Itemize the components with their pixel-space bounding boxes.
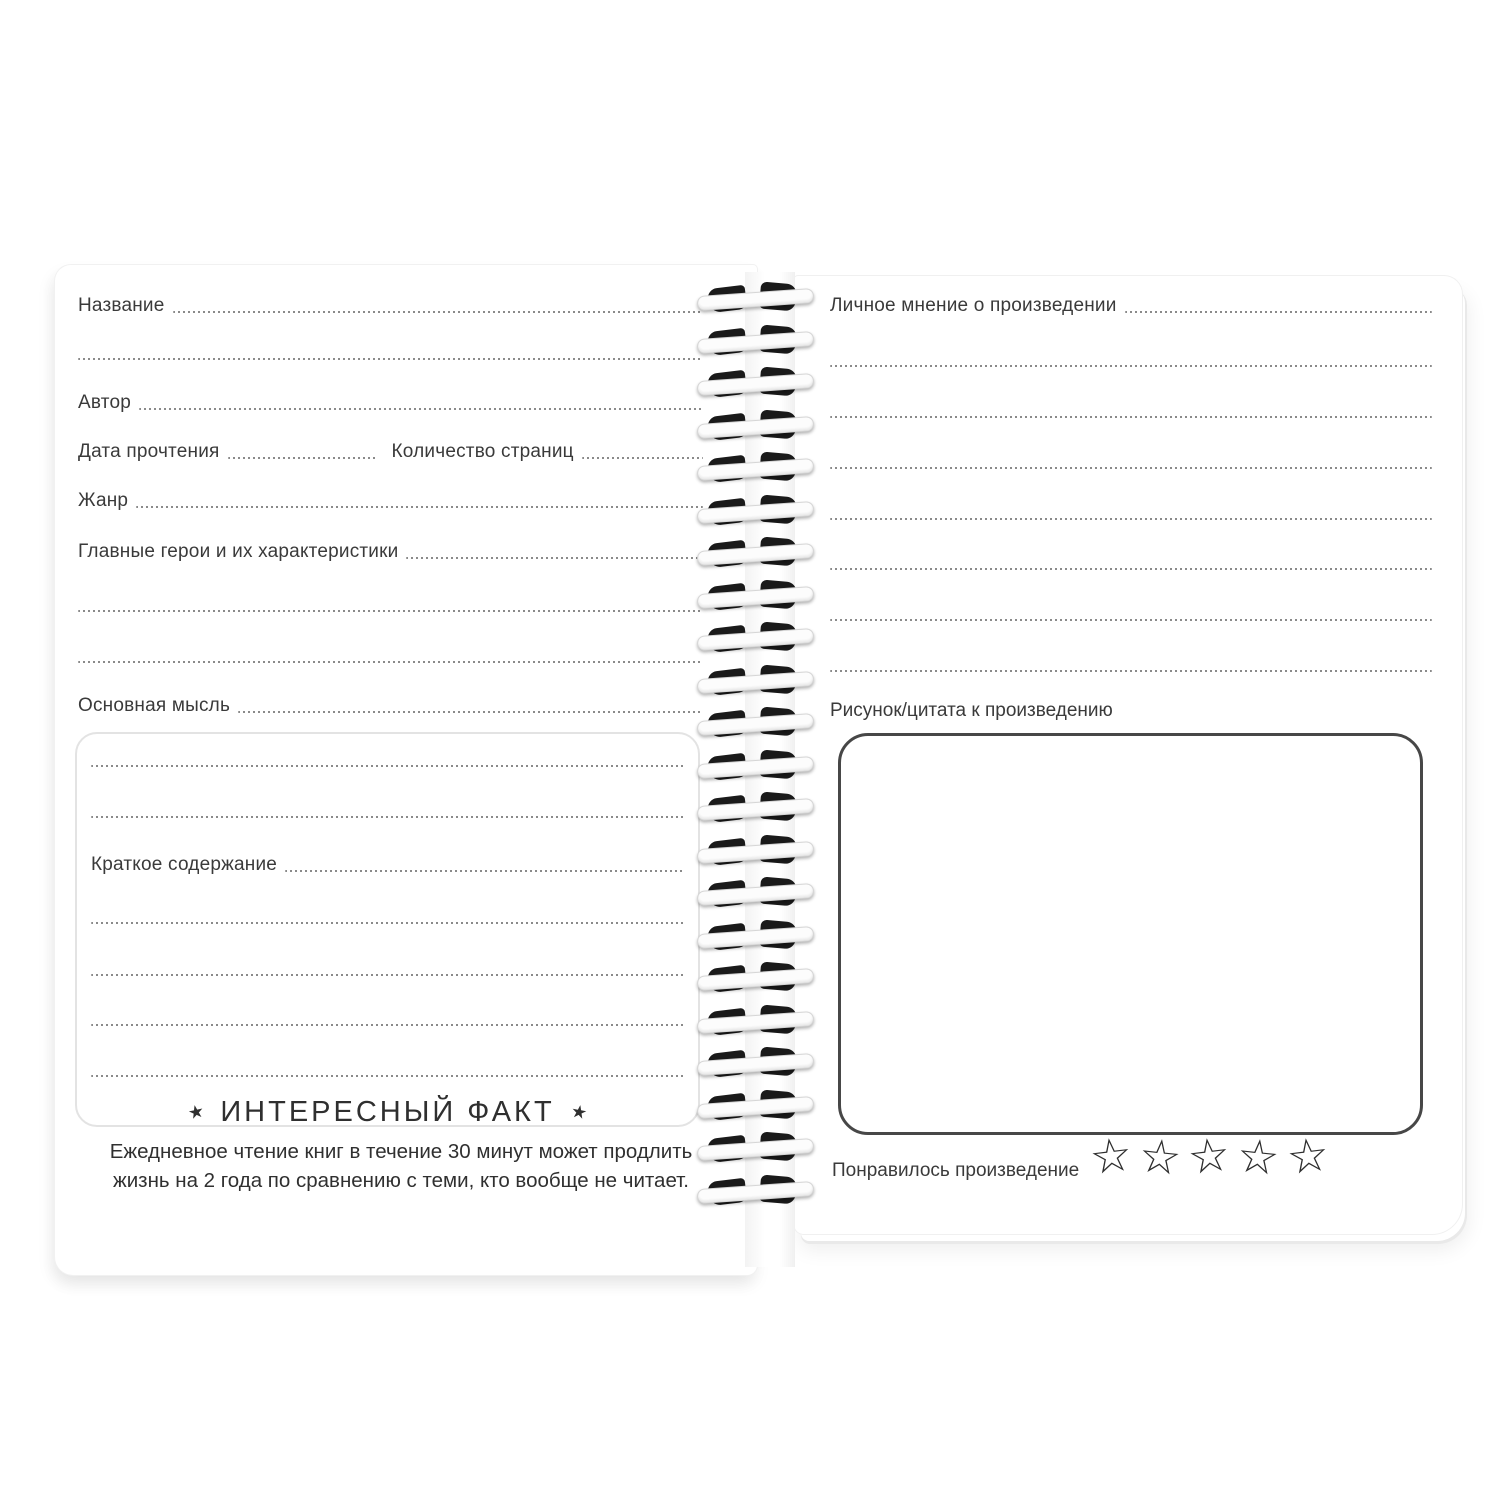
field-summary [91,850,684,876]
star-icon: ★ [569,1100,589,1124]
write-line [830,518,1432,520]
pages-write-line [582,457,703,459]
right-page [794,276,1462,1234]
spiral-loop [700,491,812,534]
field-drawing-label: Рисунок/цитата к произведению [830,700,1113,721]
genre-write-line [136,506,703,508]
spiral-loop [700,618,812,661]
field-author [78,388,703,414]
opinion-write-line [1125,311,1432,313]
field-opinion-label: Личное мнение о произведении [830,295,1117,316]
field-main-idea-label: Основная мысль [78,695,231,716]
star-icon: ★ [186,1100,207,1124]
spiral-loop [700,916,812,959]
rating-star-icon: ☆ [1185,1126,1234,1187]
write-line [91,922,684,924]
title-write-line [173,311,703,313]
write-line [91,974,684,976]
date-write-line [228,457,378,459]
spiral-loop [700,788,812,831]
rating-label: Понравилось произведение [832,1160,1080,1181]
fun-fact-text [85,1137,717,1195]
spiral-loop [700,1171,812,1214]
fun-fact-line-1: Ежедневное чтение книг в течение 30 минут может продлить [109,1140,693,1163]
field-title-label: Название [78,295,165,316]
spiral-loop [700,1086,812,1129]
field-genre-label: Жанр [78,490,129,511]
field-summary-label: Краткое содержание [91,854,278,875]
rating-star-icon: ☆ [1283,1126,1332,1187]
write-line [78,610,703,612]
spiral-loop [700,576,812,619]
write-line [91,765,684,767]
spiral-loop [700,746,812,789]
spiral-loop [700,661,812,704]
rating-star-icon: ☆ [1086,1126,1136,1187]
spiral-loop [700,958,812,1001]
write-line [78,661,703,663]
spiral-loop [700,873,812,916]
spiral-loop [700,1043,812,1086]
write-line [830,619,1432,621]
write-line [830,467,1432,469]
fun-fact-title: ИНТЕРЕСНЫЙ ФАКТ [220,1096,555,1128]
spiral-loop [700,406,812,449]
rating-stars [1086,1126,1332,1188]
drawing-quote-box [838,733,1423,1135]
rating-star-icon: ☆ [1234,1127,1283,1188]
rating-star-icon: ☆ [1136,1127,1184,1188]
main-idea-box [75,732,700,1127]
spiral-loop [700,703,812,746]
field-author-label: Автор [78,392,131,413]
spiral-loop [700,831,812,874]
left-page [55,265,757,1275]
write-line [91,816,684,818]
spiral-loop [700,448,812,491]
field-opinion [830,291,1432,317]
spiral-loop [700,1128,812,1171]
spiral-loop [700,533,812,576]
main-idea-write-line [238,711,703,713]
write-line [830,568,1432,570]
spiral-loop [700,321,812,364]
summary-write-line [285,870,684,872]
field-pages-label: Количество страниц [391,441,574,462]
field-date-and-pages [78,437,703,463]
write-line [830,416,1432,418]
fun-fact-line-2: жизнь на 2 года по сравнению с теми, кто вообще не читает. [113,1169,689,1192]
field-heroes-label: Главные герои и их характеристики [78,541,399,562]
field-genre [78,486,703,512]
field-main-idea [78,691,703,717]
spiral-loop [700,278,812,321]
field-title [78,291,703,317]
field-date-label: Дата прочтения [78,441,220,462]
write-line [91,1024,684,1026]
heroes-write-line [406,557,703,559]
author-write-line [139,408,703,410]
spiral-loop [700,1001,812,1044]
write-line [91,1075,684,1077]
write-line [78,358,703,360]
write-line [830,365,1432,367]
write-line [830,670,1432,672]
fun-fact-heading [77,1096,698,1129]
spiral-loop [700,363,812,406]
spiral-binding [700,278,812,1213]
field-heroes [78,537,703,563]
